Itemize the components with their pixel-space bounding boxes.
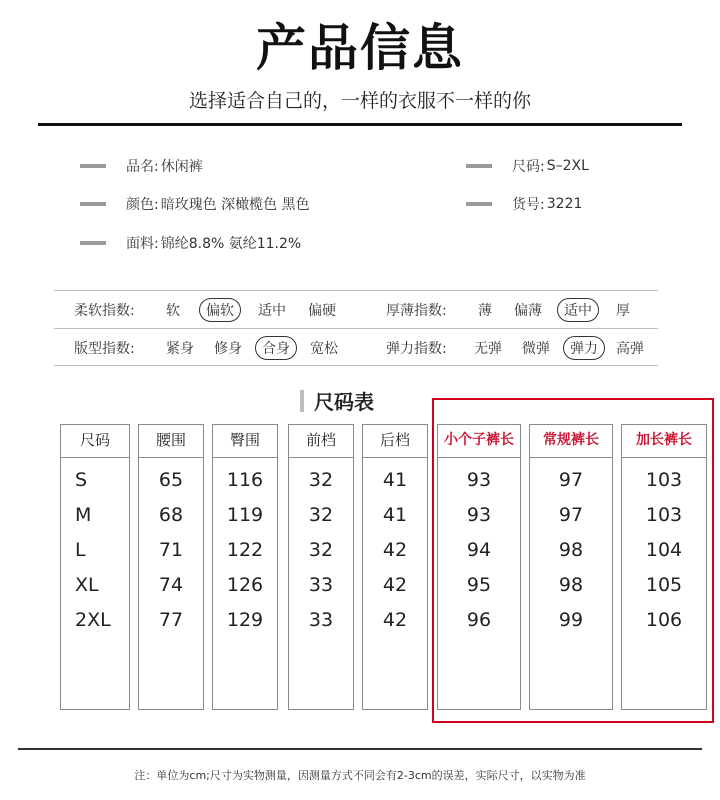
column-header: 加长裤长 [622, 425, 706, 458]
table-cell: 65 [158, 469, 184, 491]
dash-icon [466, 164, 492, 168]
size-chart-title [300, 386, 374, 415]
table-cell: 94 [466, 539, 492, 561]
table-cell: 42 [382, 609, 408, 631]
column-header: 后档 [363, 425, 427, 458]
table-cell: S [75, 469, 88, 491]
info-name-label: 品名: [126, 159, 159, 175]
dash-icon [80, 202, 106, 206]
table-cell: 122 [226, 539, 264, 561]
info-color [80, 194, 310, 214]
info-item-no-value: 3221 [546, 196, 583, 212]
info-fabric [80, 233, 301, 253]
table-cell: 71 [158, 539, 184, 561]
table-cell: 116 [226, 469, 264, 491]
table-cell: 96 [466, 609, 492, 631]
size-chart-title-text: 尺码表 [314, 390, 374, 414]
table-cell: L [75, 539, 86, 561]
column-header: 臀围 [213, 425, 277, 458]
info-color-label: 颜色: [126, 197, 159, 213]
table-cell: 93 [466, 469, 492, 491]
column-header: 尺码 [61, 425, 129, 458]
info-fabric-label: 面料: [126, 236, 159, 252]
fit-option-selected: 合身 [255, 336, 297, 360]
table-cell: 97 [558, 504, 584, 526]
elasticity-label: 弹力指数: [386, 341, 447, 357]
elasticity-option-selected: 弹力 [563, 336, 605, 360]
info-name-value: 休闲裤 [160, 159, 203, 175]
dash-icon [80, 241, 106, 245]
table-cell: 77 [158, 609, 184, 631]
info-item-no [466, 194, 582, 214]
table-cell: 32 [308, 469, 334, 491]
softness-option: 偏硬 [308, 303, 336, 319]
elasticity-option: 微弹 [522, 341, 550, 357]
elasticity-option: 无弹 [474, 341, 502, 357]
info-color-value: 暗玫瑰色 深橄榄色 黑色 [160, 197, 310, 213]
table-cell: 33 [308, 574, 334, 596]
waist-column [138, 424, 204, 710]
table-cell: 33 [308, 609, 334, 631]
dash-icon [466, 202, 492, 206]
thickness-option-selected: 适中 [557, 298, 599, 322]
table-cell: 129 [226, 609, 264, 631]
thickness-option: 厚 [616, 303, 630, 319]
table-cell: 106 [645, 609, 683, 631]
table-cell: 103 [645, 469, 683, 491]
table-cell: 41 [382, 504, 408, 526]
page-title: 产品信息 [256, 19, 464, 77]
column-header: 前档 [289, 425, 353, 458]
info-size-label: 尺码: [512, 159, 545, 175]
table-cell: 42 [382, 539, 408, 561]
title-bar-icon [300, 390, 304, 412]
table-cell: 2XL [75, 609, 111, 631]
footer-note: 注：单位为cm;尺寸为实物测量，因测量方式不同会有2-3cm的误差，实际尺寸，以实物为准 [134, 769, 586, 782]
table-cell: 98 [558, 574, 584, 596]
table-cell: 104 [645, 539, 683, 561]
table-cell: 98 [558, 539, 584, 561]
dash-icon [80, 164, 106, 168]
table-cell: 99 [558, 609, 584, 631]
table-cell: 103 [645, 504, 683, 526]
table-cell: 68 [158, 504, 184, 526]
info-size [466, 156, 589, 176]
hip-column [212, 424, 278, 710]
table-cell: M [75, 504, 92, 526]
column-header: 常规裤长 [530, 425, 612, 458]
column-header: 腰围 [139, 425, 203, 458]
fit-option: 修身 [214, 341, 242, 357]
softness-option: 软 [166, 303, 180, 319]
table-cell: 105 [645, 574, 683, 596]
softness-option: 适中 [258, 303, 286, 319]
softness-option-selected: 偏软 [199, 298, 241, 322]
fit-option: 紧身 [166, 341, 194, 357]
table-cell: 74 [158, 574, 184, 596]
thickness-option: 偏薄 [514, 303, 542, 319]
table-cell: XL [75, 574, 99, 596]
size-column [60, 424, 130, 710]
softness-label: 柔软指数: [74, 303, 135, 319]
index-row [54, 291, 658, 328]
fit-option: 宽松 [310, 341, 338, 357]
table-cell: 41 [382, 469, 408, 491]
info-size-value: S–2XL [546, 158, 589, 174]
back-rise-column [362, 424, 428, 710]
table-cell: 97 [558, 469, 584, 491]
index-row [54, 328, 658, 365]
top-divider [38, 123, 682, 126]
thickness-option: 薄 [478, 303, 492, 319]
table-cell: 119 [226, 504, 264, 526]
column-header: 小个子裤长 [438, 425, 520, 458]
front-rise-column [288, 424, 354, 710]
fit-label: 版型指数: [74, 341, 135, 357]
info-item-no-label: 货号: [512, 197, 545, 213]
thickness-label: 厚薄指数: [386, 303, 447, 319]
table-cell: 42 [382, 574, 408, 596]
page-subtitle: 选择适合自己的，一样的衣服不一样的你 [188, 90, 531, 112]
table-cell: 95 [466, 574, 492, 596]
elasticity-option: 高弹 [616, 341, 644, 357]
table-cell: 93 [466, 504, 492, 526]
index-table [54, 290, 658, 366]
length-highlight-box [432, 398, 714, 723]
table-cell: 126 [226, 574, 264, 596]
info-fabric-value: 锦纶8.8% 氨纶11.2% [160, 236, 302, 252]
bottom-divider [18, 748, 702, 750]
table-cell: 32 [308, 539, 334, 561]
info-name [80, 156, 203, 176]
table-cell: 32 [308, 504, 334, 526]
